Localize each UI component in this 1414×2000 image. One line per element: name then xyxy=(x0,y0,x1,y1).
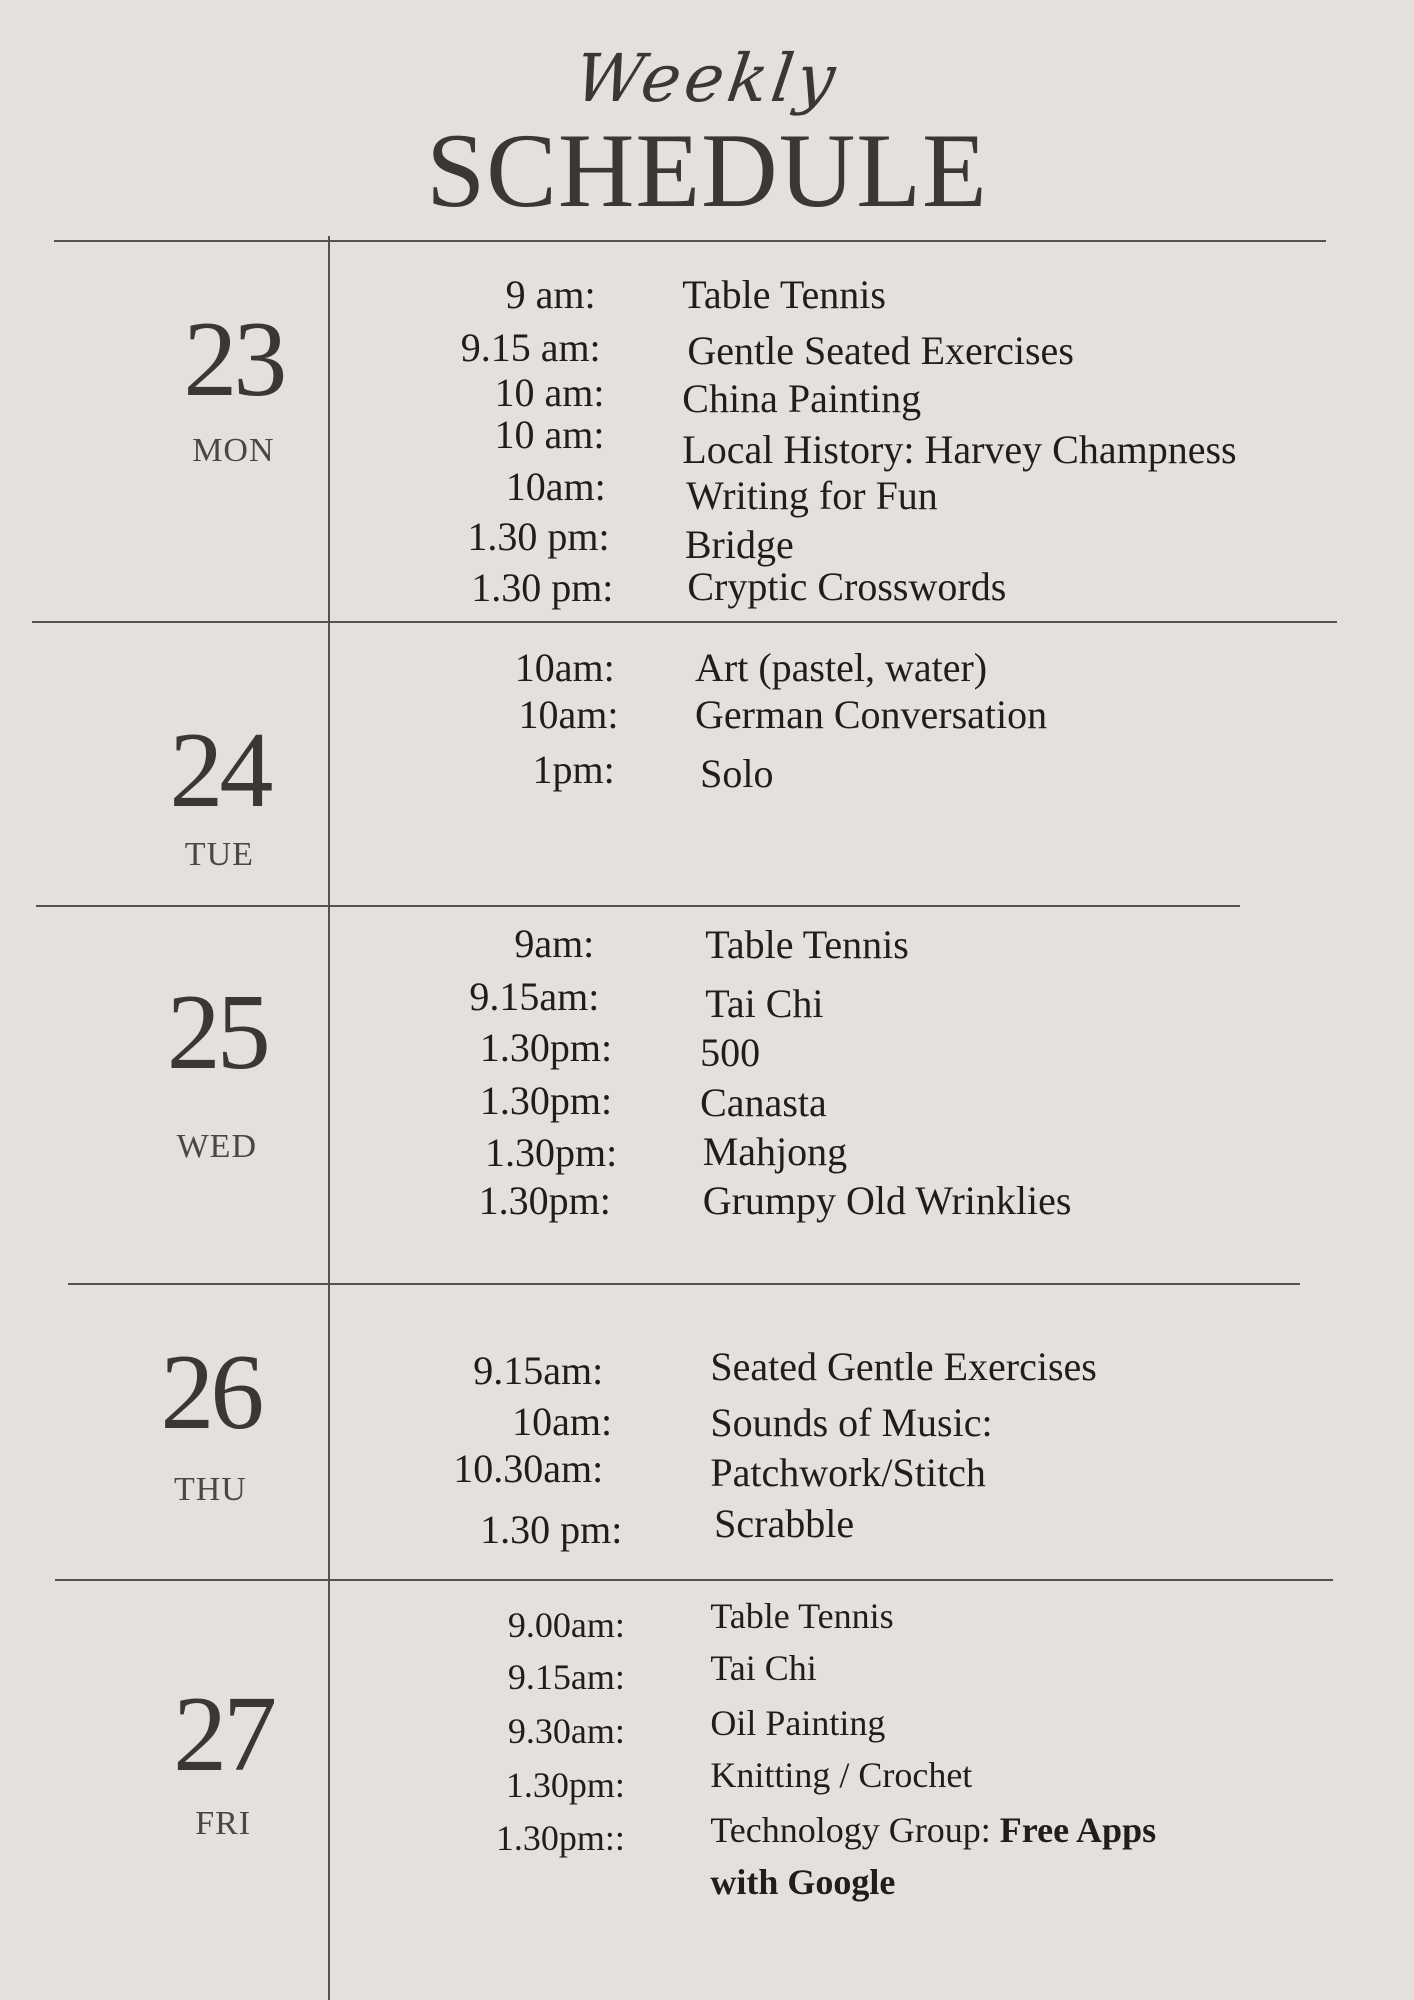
activity-name: 500 xyxy=(700,1030,761,1076)
activity-name: Canasta xyxy=(700,1080,827,1126)
page-title: SCHEDULE xyxy=(426,112,988,229)
session-time: 10am: xyxy=(512,1398,613,1444)
session-activity xyxy=(710,1810,1157,1851)
activity-name: Scrabble xyxy=(714,1500,855,1546)
session-activity xyxy=(710,1400,993,1446)
activity-name: Table Tennis xyxy=(705,921,909,967)
session-time: 1pm: xyxy=(532,747,615,793)
session-time: 9.30am: xyxy=(507,1710,625,1751)
activity-name: Table Tennis xyxy=(682,271,886,317)
day-date: 25 xyxy=(166,973,267,1093)
column-divider xyxy=(328,236,330,2000)
activity-name: Cryptic Crosswords xyxy=(687,563,1007,609)
session-activity xyxy=(682,427,1237,473)
session-time: 1.30pm: xyxy=(478,1178,611,1224)
day-date: 27 xyxy=(173,1674,274,1794)
session-time: 9.15am: xyxy=(473,1347,604,1393)
session-time: 1.30 pm: xyxy=(471,564,614,610)
session-time: 9am: xyxy=(514,920,595,966)
activity-name: Patchwork/Stitch xyxy=(710,1449,986,1495)
activity-name: Bridge xyxy=(684,521,794,567)
activity-highlight: with Google xyxy=(710,1862,896,1903)
activity-name: Seated Gentle Exercises xyxy=(710,1344,1097,1390)
session-activity xyxy=(684,521,794,567)
activity-name: Grumpy Old Wrinklies xyxy=(702,1178,1072,1224)
activity-highlight-continued xyxy=(710,1862,896,1903)
session-activity xyxy=(686,473,938,519)
session-activity xyxy=(700,751,774,797)
activity-name: Gentle Seated Exercises xyxy=(687,327,1074,373)
session-activity xyxy=(710,1755,973,1796)
session-activity xyxy=(700,1030,761,1076)
session-time: 10am: xyxy=(505,464,606,510)
day-name: TUE xyxy=(184,835,254,873)
activity-name: German Conversation xyxy=(695,692,1048,738)
session-activity xyxy=(682,271,886,317)
activity-name: China Painting xyxy=(682,376,922,422)
section-divider xyxy=(55,1579,1333,1581)
activity-name: Solo xyxy=(700,751,774,797)
session-time: 9 am: xyxy=(505,271,596,317)
activity-name: Writing for Fun xyxy=(686,473,938,519)
day-name: WED xyxy=(176,1127,258,1165)
session-time: 10 am: xyxy=(494,411,605,457)
session-time: 9.15am: xyxy=(507,1657,625,1698)
activity-highlight: Free Apps xyxy=(999,1810,1157,1851)
day-name: MON xyxy=(192,431,275,469)
session-activity xyxy=(710,1449,986,1495)
session-time: 1.30pm: xyxy=(485,1129,618,1175)
session-activity xyxy=(710,1344,1097,1390)
day-date: 23 xyxy=(183,300,284,420)
session-activity xyxy=(700,1080,827,1126)
session-activity xyxy=(710,1648,817,1689)
activity-name: Mahjong xyxy=(702,1128,848,1174)
activity-name: Tai Chi xyxy=(705,980,824,1026)
session-activity xyxy=(710,1595,894,1636)
section-divider xyxy=(54,240,1327,242)
day-name: FRI xyxy=(195,1805,252,1843)
session-activity xyxy=(714,1500,855,1546)
session-activity xyxy=(682,376,922,422)
session-time: 10 am: xyxy=(494,369,605,415)
activity-name: Knitting / Crochet xyxy=(710,1755,973,1796)
session-activity xyxy=(702,1178,1072,1224)
session-activity xyxy=(687,563,1007,609)
session-time: 10.30am: xyxy=(453,1446,604,1492)
section-divider xyxy=(68,1283,1300,1285)
session-time: 10am: xyxy=(514,645,615,691)
session-time: 1.30pm: xyxy=(479,1077,613,1123)
activity-name: Local History: Harvey Champness xyxy=(682,427,1237,473)
session-activity xyxy=(687,327,1074,373)
session-activity xyxy=(705,921,909,967)
weekly-script-title: Weekly xyxy=(570,40,844,117)
day-name: THU xyxy=(173,1470,247,1508)
session-time: 1.30pm:: xyxy=(495,1817,625,1858)
session-time: 1.30pm: xyxy=(479,1025,613,1071)
session-activity xyxy=(705,980,824,1026)
session-time: 9.15am: xyxy=(469,974,600,1020)
session-time: 9.15 am: xyxy=(460,325,601,371)
activity-name: Table Tennis xyxy=(710,1595,894,1636)
section-divider xyxy=(36,905,1240,907)
day-date: 24 xyxy=(169,710,270,830)
activity-name: Oil Painting xyxy=(710,1702,886,1743)
session-time: 9.00am: xyxy=(507,1604,625,1645)
session-time: 1.30pm: xyxy=(505,1765,625,1806)
activity-name: Art (pastel, water) xyxy=(695,645,988,691)
activity-name: Tai Chi xyxy=(710,1648,817,1689)
session-activity xyxy=(710,1702,886,1743)
session-time: 1.30 pm: xyxy=(467,513,610,559)
session-time: 1.30 pm: xyxy=(480,1507,623,1553)
section-divider xyxy=(32,621,1337,623)
session-activity xyxy=(695,645,988,691)
activity-name: Technology Group: xyxy=(710,1810,1000,1851)
session-activity xyxy=(695,692,1048,738)
day-date: 26 xyxy=(160,1333,261,1453)
activity-name: Sounds of Music: xyxy=(710,1400,993,1446)
session-activity xyxy=(702,1128,848,1174)
session-time: 10am: xyxy=(518,692,619,738)
